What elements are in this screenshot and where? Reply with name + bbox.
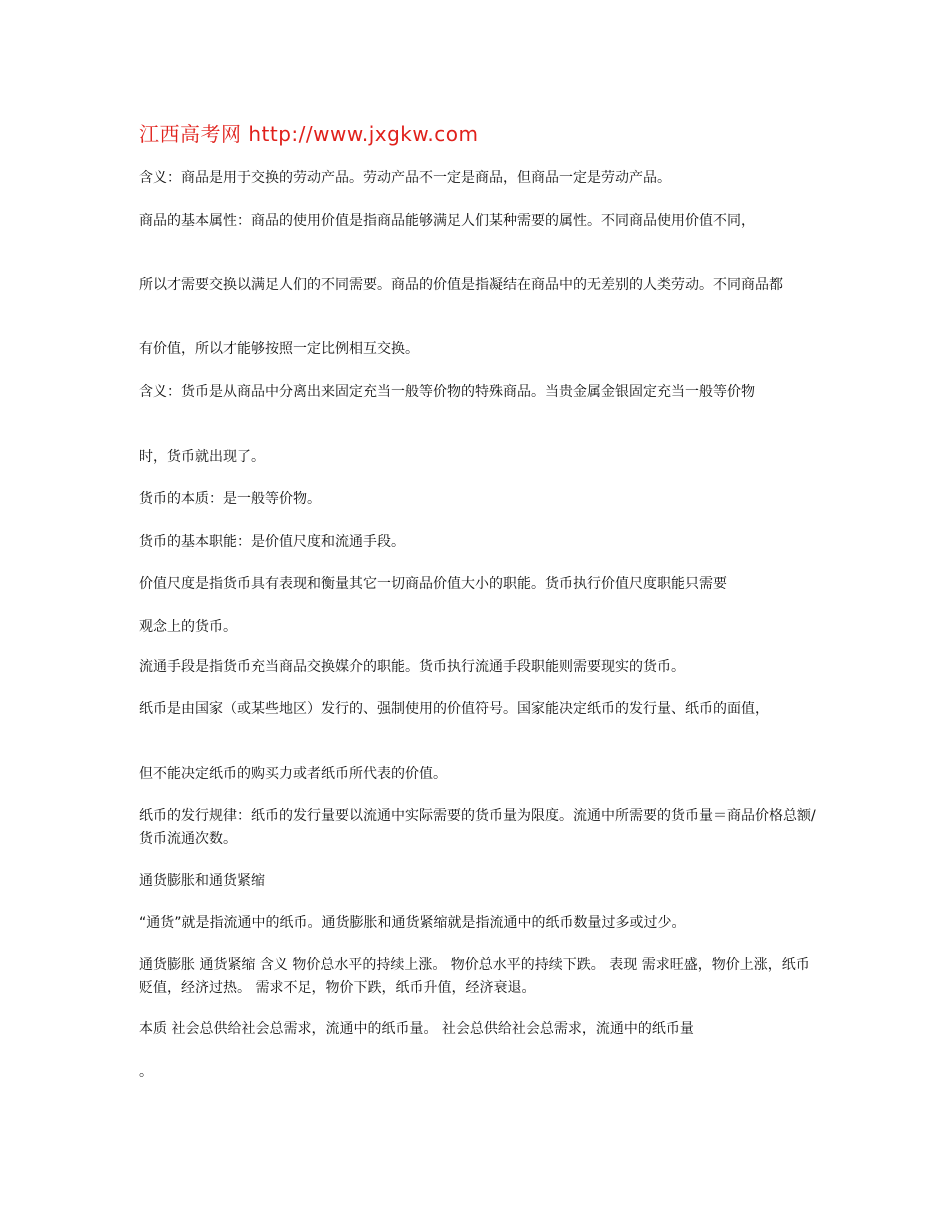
paragraph: 商品的基本属性：商品的使用价值是指商品能够满足人们某种需要的属性。不同商品使用价值不同， <box>139 213 755 229</box>
paragraph: 有价值，所以才能够按照一定比例相互交换。 <box>139 341 419 357</box>
paragraph: 观念上的货币。 <box>139 619 237 635</box>
paragraph: 通货膨胀和通货紧缩 <box>139 873 265 889</box>
paragraph: 含义：商品是用于交换的劳动产品。劳动产品不一定是商品，但商品一定是劳动产品。 <box>139 170 671 186</box>
paragraph: 含义：货币是从商品中分离出来固定充当一般等价物的特殊商品。当贵金属金银固定充当一般等价物 <box>139 384 755 400</box>
paragraph: 通货膨胀 通货紧缩 含义 物价总水平的持续上涨。 物价总水平的持续下跌。 表现 需求旺盛，物价上涨，纸币贬值，经济过热。 需求不足，物价下跌，纸币升值，经济衰退。 <box>139 957 810 996</box>
paragraph: 货币的基本职能：是价值尺度和流通手段。 <box>139 534 405 550</box>
paragraph: 但不能决定纸币的购买力或者纸币所代表的价值。 <box>139 766 447 782</box>
paragraph: 价值尺度是指货币具有表现和衡量其它一切商品价值大小的职能。货币执行价值尺度职能只需要 <box>139 576 727 592</box>
paragraph: “通货”就是指流通中的纸币。通货膨胀和通货紧缩就是指流通中的纸币数量过多或过少。 <box>139 915 686 931</box>
paragraph: 货币的本质：是一般等价物。 <box>139 491 321 507</box>
paragraph: 纸币是由国家（或某些地区）发行的、强制使用的价值符号。国家能决定纸币的发行量、纸币的面值， <box>139 701 769 717</box>
paragraph: 流通手段是指货币充当商品交换媒介的职能。货币执行流通手段职能则需要现实的货币。 <box>139 659 685 675</box>
paragraph: 。 <box>139 1064 153 1080</box>
paragraph: 本质 社会总供给社会总需求，流通中的纸币量。 社会总供给社会总需求，流通中的纸币量 <box>139 1021 694 1037</box>
paragraph: 时，货币就出现了。 <box>139 449 265 465</box>
paragraph: 纸币的发行规律：纸币的发行量要以流通中实际需要的货币量为限度。流通中所需要的货币量＝商品价格总额/货币流通次数。 <box>139 808 816 847</box>
paragraph: 所以才需要交换以满足人们的不同需要。商品的价值是指凝结在商品中的无差别的人类劳动。不同商品都 <box>139 277 783 293</box>
site-header-title: 江西高考网 http://www.jxgkw.com <box>139 122 479 146</box>
